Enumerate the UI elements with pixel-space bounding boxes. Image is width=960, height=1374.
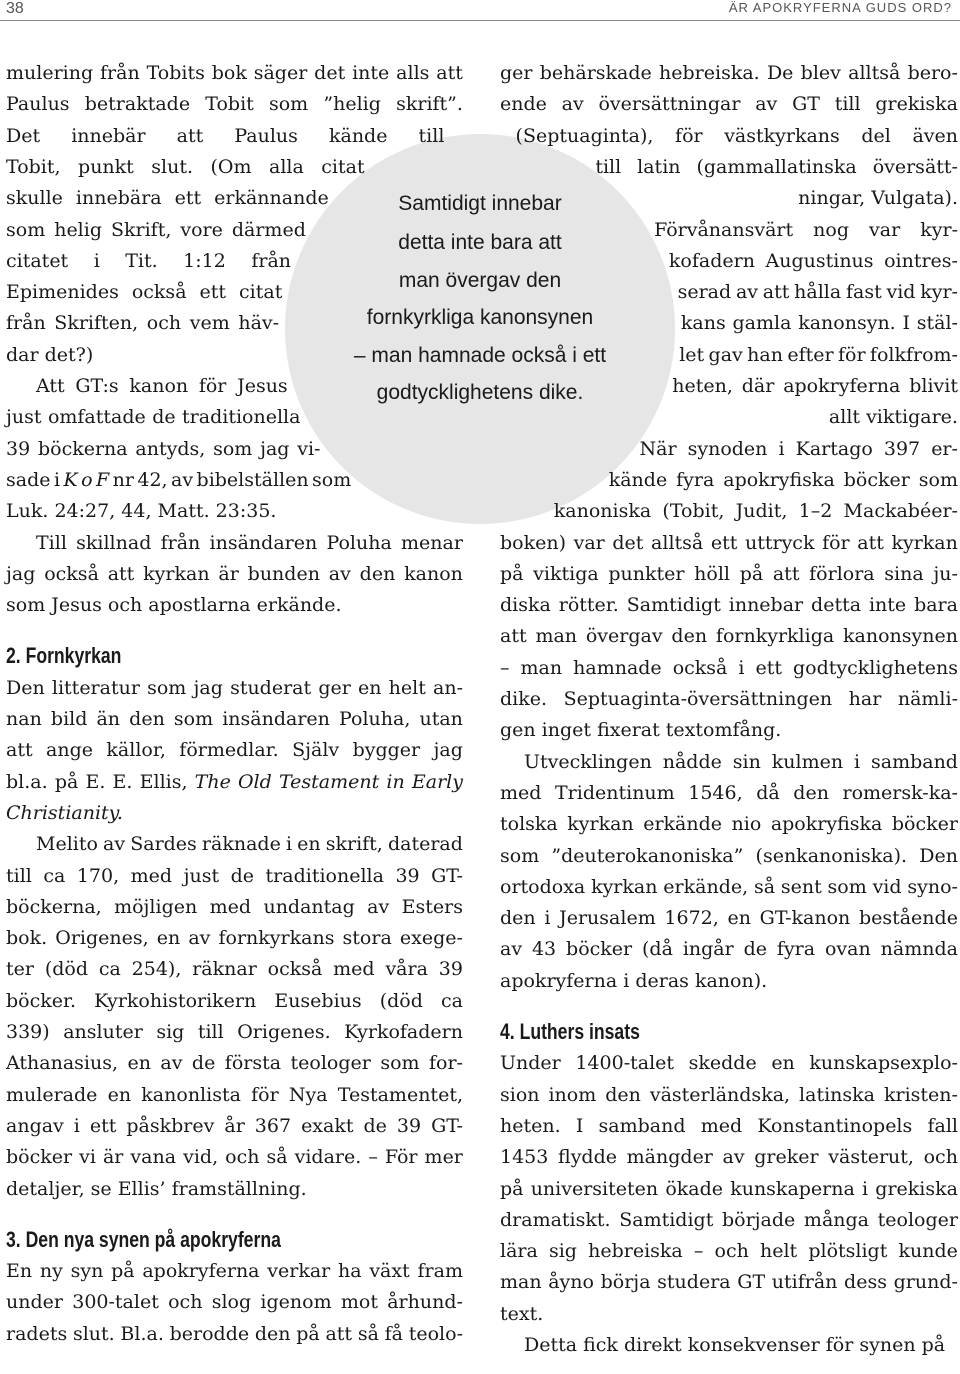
body-text-line: som Jesus och apostlarna erkände. bbox=[6, 594, 342, 617]
body-text-line: Christianity. bbox=[6, 801, 123, 824]
body-text-line: Utvecklingen nådde sin kulmen i samband bbox=[524, 750, 958, 773]
body-text-line: som ”deuterokanoniska” (senkanoniska). Den bbox=[500, 844, 958, 867]
body-text-line: på universiteten ökade kunskaperna i grekiska bbox=[500, 1177, 958, 1200]
body-text-line: under 300-talet och slog igenom mot århund- bbox=[6, 1291, 463, 1314]
body-text-line: angav i ett påskbrev år 367 exakt de 39 GT- bbox=[6, 1114, 463, 1137]
pull-quote-line: godtycklighetens dike. bbox=[376, 381, 584, 404]
body-text-line: från Skriften, och vem häv- bbox=[6, 312, 280, 335]
body-text-line: heten, där apokryferna blivit bbox=[672, 375, 958, 397]
body-text-line: lära sig hebreiska – och helt plötsligt kunde bbox=[500, 1240, 958, 1263]
body-text-line: heten. I samband med Konstantinopels fall bbox=[500, 1114, 958, 1137]
body-text-line: Till skillnad från insändaren Poluha menar bbox=[36, 531, 463, 554]
body-text-line: kanoniska (Tobit, Judit, 1–2 Mackabéer- bbox=[553, 500, 958, 523]
body-text-line: dar det?) bbox=[6, 343, 94, 366]
body-text-line: böcker. Kyrkohistorikern Eusebius (död ca bbox=[6, 989, 463, 1012]
body-text-line: mulerade en kanonlista för Nya Testamentet, bbox=[6, 1083, 463, 1106]
body-text-line: Athanasius, en av de första teologer som for- bbox=[6, 1052, 463, 1075]
body-text-line: Paulus betraktade Tobit som ”helig skrift”. bbox=[6, 93, 463, 116]
pull-quote-line: fornkyrkliga kanonsynen bbox=[366, 306, 594, 329]
header-rule bbox=[0, 20, 960, 21]
body-text-line: skulle innebära ett erkännande bbox=[6, 187, 329, 210]
body-text-line: just omfattade de traditionella bbox=[6, 406, 301, 429]
body-text-line: att man övergav den fornkyrkliga kanonsynen bbox=[500, 625, 958, 648]
body-text-line: Detta fick direkt konsekvenser för synen på bbox=[524, 1334, 946, 1356]
body-text-line: Epimenides också ett citat bbox=[6, 281, 283, 304]
body-text-line: text. bbox=[500, 1302, 544, 1325]
body-text-line: serad av att hålla fast vid kyr- bbox=[677, 281, 958, 304]
body-text-line: med Tridentinum 1546, då den romersk-ka- bbox=[500, 781, 958, 804]
body-text-line: kofadern Augustinus ointres- bbox=[668, 249, 958, 272]
body-text-line: till ca 170, med just de traditionella 39 GT- bbox=[6, 864, 463, 887]
body-text-line: ningar, Vulgata). bbox=[798, 187, 958, 210]
running-title: ÄR APOKRYFERNA GUDS ORD? bbox=[728, 0, 952, 15]
body-text-line: mulering från Tobits bok säger det inte alls att bbox=[6, 62, 463, 84]
body-text-line: 39 böckerna antyds, som jag vi- bbox=[6, 437, 321, 460]
body-text-line: gen inget fixerat textomfång. bbox=[500, 719, 782, 742]
body-text-line: Under 1400-talet skedde en kunskapsexplo- bbox=[500, 1052, 958, 1075]
body-text-line: tolska kyrkan erkände nio apokryfiska böcker bbox=[500, 813, 958, 836]
body-text-line: 339) ansluter sig till Origenes. Kyrkofadern bbox=[6, 1021, 463, 1043]
pull-quote-line: man övergav den bbox=[398, 269, 562, 292]
body-text-line: apokryferna i deras kanon). bbox=[500, 969, 768, 992]
page-number: 38 bbox=[6, 0, 24, 17]
body-text-line: bok. Origenes, en av fornkyrkans stora exege- bbox=[6, 927, 463, 950]
pull-quote-line: Samtidigt innebar bbox=[398, 192, 562, 215]
body-text-line: citatet i Tit. 1:12 från bbox=[6, 249, 292, 272]
body-text-line: diska rötter. Samtidigt innebar detta inte bara bbox=[500, 594, 958, 617]
body-text-line: av 43 böcker (då ingår de fyra ovan nämnda bbox=[500, 938, 958, 961]
body-text-line: Den litteratur som jag studerat ger en helt an- bbox=[6, 676, 463, 699]
body-text-line: kände fyra apokryfiska böcker som bbox=[608, 468, 958, 491]
body-text-line: som helig Skrift, vore därmed bbox=[6, 218, 306, 241]
body-text-line: till latin (gammallatinska översätt- bbox=[595, 155, 958, 178]
section-heading: 2. Fornkyrkan bbox=[6, 643, 122, 669]
body-text-line: ortodoxa kyrkan erkände, så sent som vid syno- bbox=[500, 875, 958, 898]
body-text-line: kans gamla kanonsyn. I stäl- bbox=[680, 312, 958, 335]
body-text-line: Melito av Sardes räknade i en skrift, daterad bbox=[36, 833, 463, 856]
body-text-line: sion inom den västerländska, latinska kristen- bbox=[500, 1083, 958, 1106]
body-text-line: boken) var det alltså ett uttryck för att kyrkan bbox=[500, 531, 958, 554]
body-text-line: böcker vi är vana vid, och så vidare. – För mer bbox=[6, 1146, 463, 1169]
section-heading: 4. Luthers insats bbox=[500, 1019, 640, 1044]
body-text-line: radets slut. Bl.a. berodde den på att så få teolo- bbox=[6, 1322, 463, 1345]
body-text-line: nan bild än den som insändaren Poluha, utan bbox=[6, 708, 463, 730]
body-text-line: ende av översättningar av GT till grekiska bbox=[500, 93, 958, 116]
body-text-line: bl.a. på E. E. Ellis, The Old Testament in Early bbox=[6, 770, 463, 793]
body-text-line: jag också att kyrkan är bunden av den kanon bbox=[6, 562, 463, 585]
body-text-line: man åyno börja studera GT utifrån dess grund- bbox=[500, 1271, 958, 1294]
body-text-line: dramatiskt. Samtidigt började många teologer bbox=[500, 1208, 958, 1231]
body-text-line: (Septuaginta), för västkyrkans del även bbox=[515, 124, 958, 147]
body-text-line: Det innebär att Paulus kände till bbox=[6, 124, 445, 147]
body-text-line: När synoden i Kartago 397 er- bbox=[639, 437, 958, 460]
body-text-line: sade i K o F nr 42, av bibelställen som bbox=[6, 468, 352, 491]
body-text-line: på viktiga punkter höll på att förlora sina ju- bbox=[500, 562, 958, 585]
body-text-line: allt viktigare. bbox=[828, 406, 958, 429]
pull-quote-line: detta inte bara att bbox=[398, 231, 562, 254]
section-heading: 3. Den nya synen på apokryferna bbox=[6, 1226, 281, 1252]
body-text-line: Förvånansvärt nog var kyr- bbox=[654, 218, 958, 241]
body-text-line: dike. Septuaginta-översättningen har nämli- bbox=[500, 688, 958, 710]
pull-quote-line: – man hamnade också i ett bbox=[353, 344, 607, 367]
body-text-line: detaljer, se Ellis’ framställning. bbox=[6, 1177, 307, 1200]
body-text-line: att ange källor, förmedlar. Själv bygger jag bbox=[6, 739, 463, 762]
body-text-line: böckerna, möjligen med undantag av Esters bbox=[6, 895, 463, 918]
body-text-line: Tobit, punkt slut. (Om alla citat bbox=[6, 155, 365, 178]
body-text-line: 1453 flydde mängder av greker västerut, och bbox=[500, 1146, 958, 1169]
body-text-line: den i Jerusalem 1672, en GT-kanon bestående bbox=[500, 907, 958, 930]
body-text-line: Att GT:s kanon för Jesus bbox=[36, 375, 288, 397]
body-text-line: Luk. 24:27, 44, Matt. 23:35. bbox=[6, 500, 277, 523]
body-text-line: ger behärskade hebreiska. De blev alltså bero- bbox=[500, 62, 958, 84]
body-text-line: En ny syn på apokryferna verkar ha växt fram bbox=[6, 1260, 463, 1283]
body-text-line: – man hamnade också i ett godtycklighetens bbox=[500, 656, 958, 679]
body-text-line: let gav han efter för folkfrom- bbox=[679, 343, 958, 366]
body-text-line: ter (död ca 254), räknar också med våra 39 bbox=[6, 958, 463, 981]
